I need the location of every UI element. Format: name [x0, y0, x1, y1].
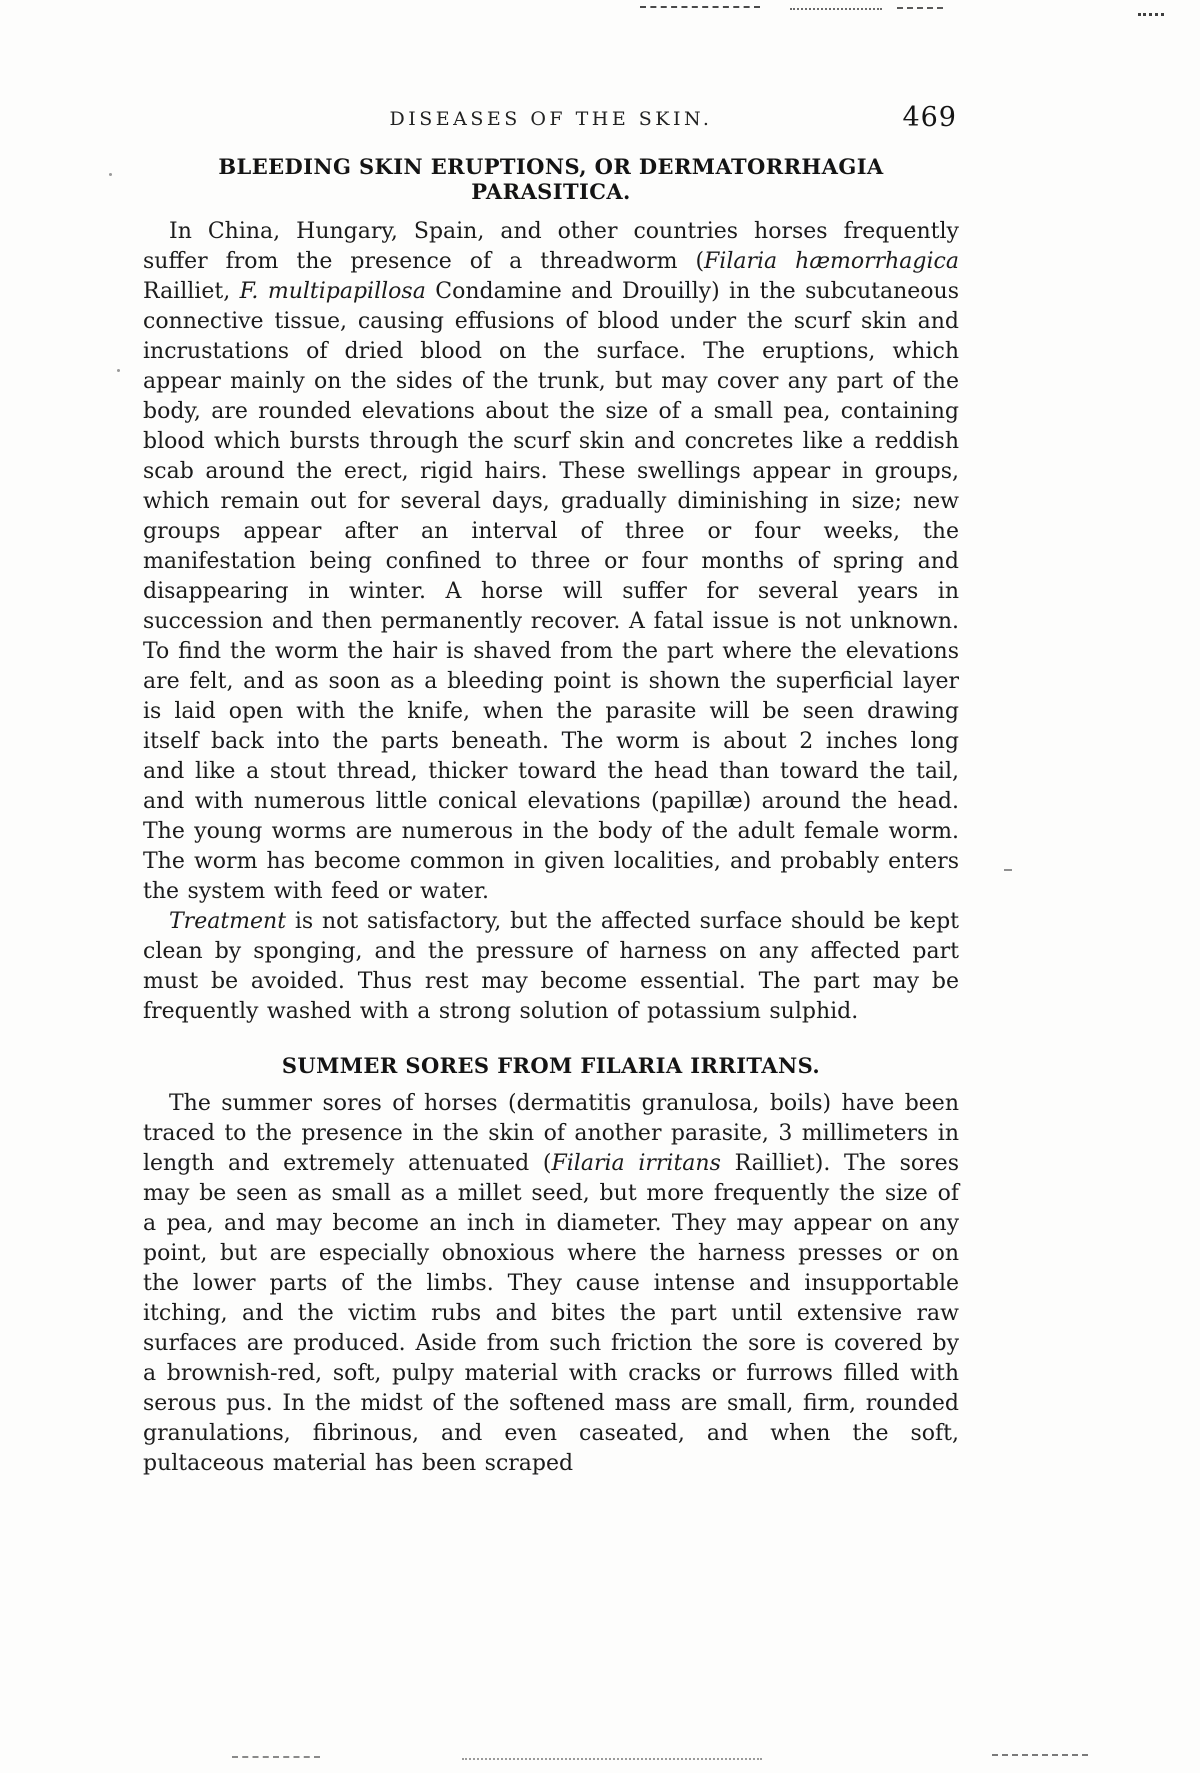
scan-artifact-bottom-dots [462, 1758, 762, 1760]
page-number: 469 [902, 102, 957, 133]
section-heading-bleeding-skin-eruptions: BLEEDING SKIN ERUPTIONS, OR DERMATORRHAGIA PARASITICA. [218, 154, 884, 204]
text-block [143, 102, 959, 1479]
scan-artifact-top-dots [790, 8, 882, 10]
section-heading-summer-sores: SUMMER SORES FROM FILARIA IRRITANS. [281, 1053, 821, 1078]
scan-artifact-bottom-dash [992, 1754, 1088, 1756]
body-paragraph: In China, Hungary, Spain, and other countries horses frequently suffer from the presence of a threadworm (Filaria hæmorrhagica Railliet, F. multipapillosa Condamine and Drouilly) in the subcutaneous connective tissue, causing effusions of blood under the scurf skin and incrustations of dried blood on the surface. The eruptions, which appear mainly on the sides of the trunk, but may cover any part of the body, are rounded elevations about the size of a small pea, containing blood which bursts through the scurf skin and concretes like a reddish scab around the erect, rigid hairs. These swellings appear in groups, which remain out for several days, gradually diminishing in size; new groups appear after an interval of three or four weeks, the manifestation being confined to three or four months of spring and disappearing in winter. A horse will suffer for several years in succession and then permanently recover. A fatal issue is not unknown. To find the worm the hair is shaved from the part where the elevations are felt, and as soon as a bleeding point is shown the superficial layer is laid open with the knife, when the parasite will be seen drawing itself back into the parts beneath. The worm is about 2 inches long and like a stout thread, thicker toward the head than toward the tail, and with numerous little conical elevations (papillæ) around the head. The young worms are numerous in the body of the adult female worm. The worm has become common in given localities, and probably enters the system with feed or water. [143, 219, 959, 904]
scan-artifact-corner-mark [1138, 13, 1164, 16]
running-head [143, 102, 959, 142]
scan-artifact-bottom-dash [232, 1756, 320, 1758]
running-head-title: DISEASES OF THE SKIN. [389, 108, 713, 130]
scan-speck [109, 173, 112, 176]
scan-speck [117, 369, 120, 372]
body-paragraph: The summer sores of horses (dermatitis granulosa, boils) have been traced to the presence in the skin of another parasite, 3 millimeters in length and extremely attenuated (Filaria irritans Railliet). The sores may be seen as small as a millet seed, but more frequently the size of a pea, and may become an inch in diameter. They may appear on any point, but are especially obnoxious where the harness presses or on the lower parts of the limbs. They cause intense and insupportable itching, and the victim rubs and bites the part until extensive raw surfaces are produced. Aside from such friction the sore is covered by a brownish-red, soft, pulpy material with cracks or furrows filled with serous pus. In the midst of the softened mass are small, firm, rounded granulations, fibrinous, and even caseated, and when the soft, pultaceous material has been scraped [143, 1091, 959, 1476]
scan-speck [1004, 869, 1012, 871]
scan-artifact-top-dash [897, 7, 943, 9]
body-paragraph-treatment: Treatment is not satisfactory, but the affected surface should be kept clean by sponging, and the pressure of harness on any affected part must be avoided. Thus rest may become essential. The part may be frequently washed with a strong solution of potassium sulphid. [143, 909, 959, 1024]
scan-artifact-top-dash [640, 6, 760, 8]
